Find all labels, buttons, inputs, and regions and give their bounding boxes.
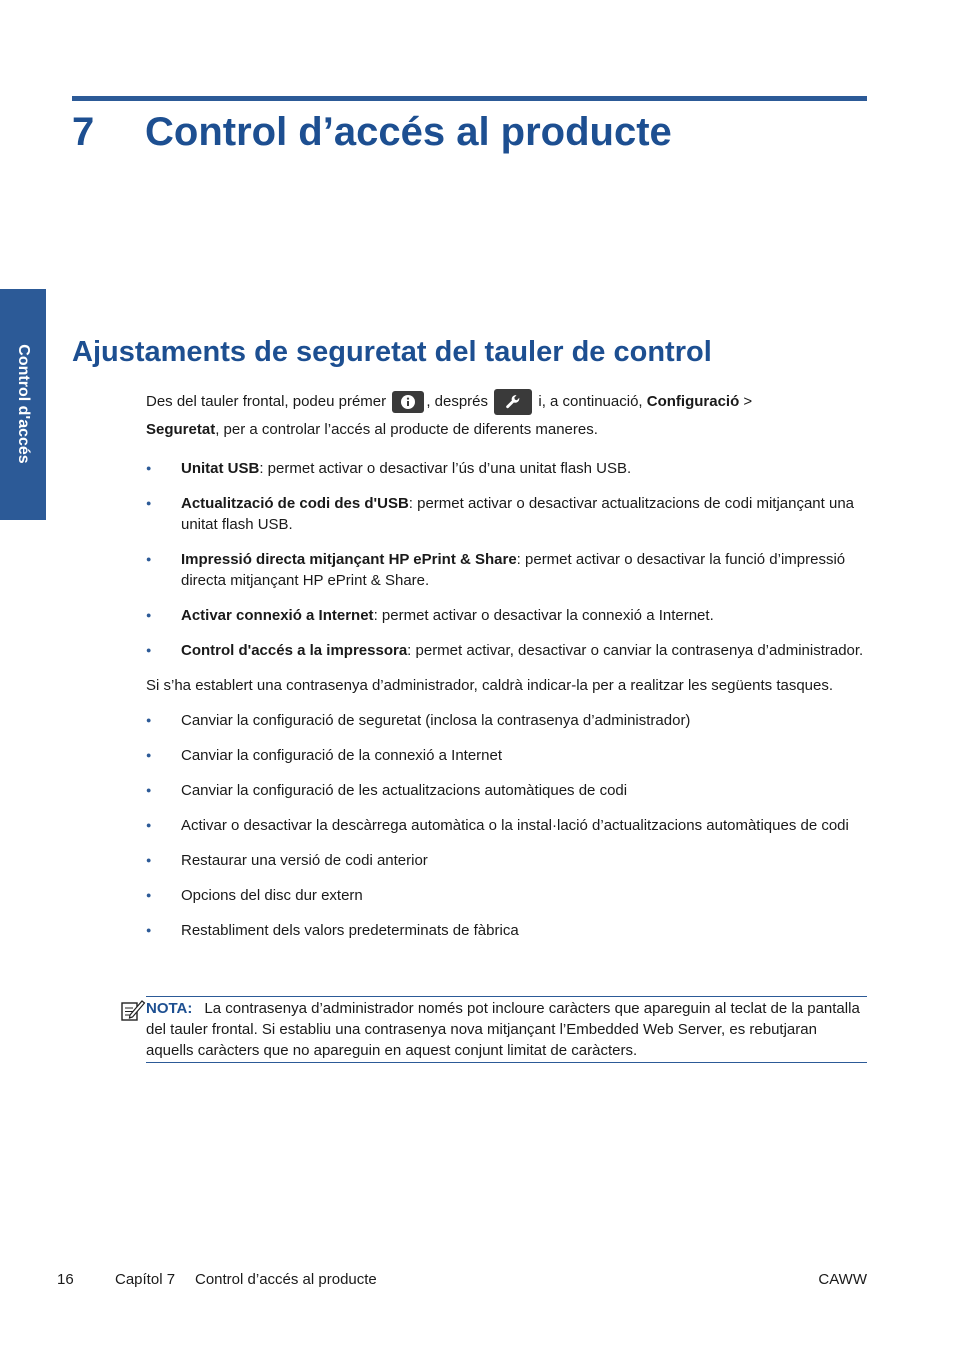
- note-text: La contrasenya d’administrador només pot incloure caràcters que apareguin al teclat de la pantalla del tauler frontal. Si establiu una contrasenya nova mitjançant l’Embedded Web Server, es rebutjaran aquells caràcters que no apareguin en aquest conjunt limitat de caràcters.: [146, 1000, 860, 1059]
- list-item: [146, 605, 868, 626]
- chapter-number: 7: [72, 110, 95, 154]
- list-item: [146, 549, 868, 591]
- option-desc: : permet activar o desactivar l’ús d’una unitat flash USB.: [259, 460, 632, 477]
- list-item: [146, 493, 868, 535]
- note-label: NOTA:: [146, 1000, 193, 1017]
- options-list: [146, 458, 868, 661]
- option-term: Impressió directa mitjançant HP ePrint & Share: [181, 551, 517, 568]
- page-number: 16: [57, 1271, 74, 1288]
- tasks-intro: Si s’ha establert una contrasenya d’administrador, caldrà indicar-la per a realitzar les següents tasques.: [146, 677, 834, 694]
- option-desc: : permet activar o desactivar la connexió a Internet.: [373, 607, 714, 624]
- list-item: ● Opcions del disc dur extern: [146, 885, 868, 906]
- intro-bold-2: Seguretat: [146, 421, 216, 438]
- option-desc: : permet activar o desactivar actualitzacions de codi mitjançant una unitat flash USB.: [181, 495, 855, 533]
- footer-code: CAWW: [818, 1271, 867, 1288]
- list-item: [146, 640, 868, 661]
- option-desc: : permet activar, desactivar o canviar la contrasenya d’administrador.: [407, 642, 864, 659]
- footer-chapter: Capítol 7: [115, 1271, 176, 1288]
- list-item: ● Restaurar una versió de codi anterior: [146, 850, 868, 871]
- option-term: Actualització de codi des d'USB: [181, 495, 409, 512]
- option-term: Control d'accés a la impressora: [181, 642, 408, 659]
- main-content: [146, 388, 868, 941]
- list-item: ● Restabliment dels valors predeterminats de fàbrica: [146, 920, 868, 941]
- option-desc: : permet activar o desactivar la funció d’impressió directa mitjançant HP ePrint & Share.: [181, 551, 846, 589]
- chapter-rule: [72, 96, 867, 101]
- side-tab-label: Control d'accés: [15, 344, 32, 464]
- tasks-list: [146, 710, 868, 941]
- intro-text-4: >: [739, 393, 753, 410]
- intro-text-5: , per a controlar l’accés al producte de diferents maneres.: [215, 421, 598, 438]
- intro-bold-1: Configuració: [646, 393, 740, 410]
- chapter-title-text: Control d’accés al producte: [145, 110, 672, 154]
- list-item: ● Canviar la configuració de les actualitzacions automàtiques de codi: [146, 780, 868, 801]
- list-item: ● Canviar la configuració de seguretat (inclosa la contrasenya d’administrador): [146, 710, 868, 731]
- footer-chapter-title: Control d’accés al producte: [195, 1271, 377, 1288]
- list-item: ● Activar o desactivar la descàrrega automàtica o la instal·lació d’actualitzacions automàtiques de codi: [146, 815, 868, 836]
- intro-text-3: i, a continuació,: [534, 393, 643, 410]
- intro-paragraph: [146, 388, 868, 444]
- intro-text-1: Des del tauler frontal, podeu prémer: [146, 393, 387, 410]
- list-item: [146, 458, 868, 479]
- option-term: Unitat USB: [181, 460, 260, 477]
- section-title: Ajustaments de seguretat del tauler de control: [72, 336, 712, 368]
- wrench-icon: [494, 389, 532, 415]
- intro-text-2: , després: [426, 393, 489, 410]
- side-tab: [0, 289, 46, 520]
- chapter-title: [72, 110, 672, 155]
- info-icon: [392, 391, 424, 413]
- option-term: Activar connexió a Internet: [181, 607, 374, 624]
- list-item: ● Canviar la configuració de la connexió a Internet: [146, 745, 868, 766]
- note-icon: [120, 998, 146, 1022]
- note-box: [146, 996, 867, 1063]
